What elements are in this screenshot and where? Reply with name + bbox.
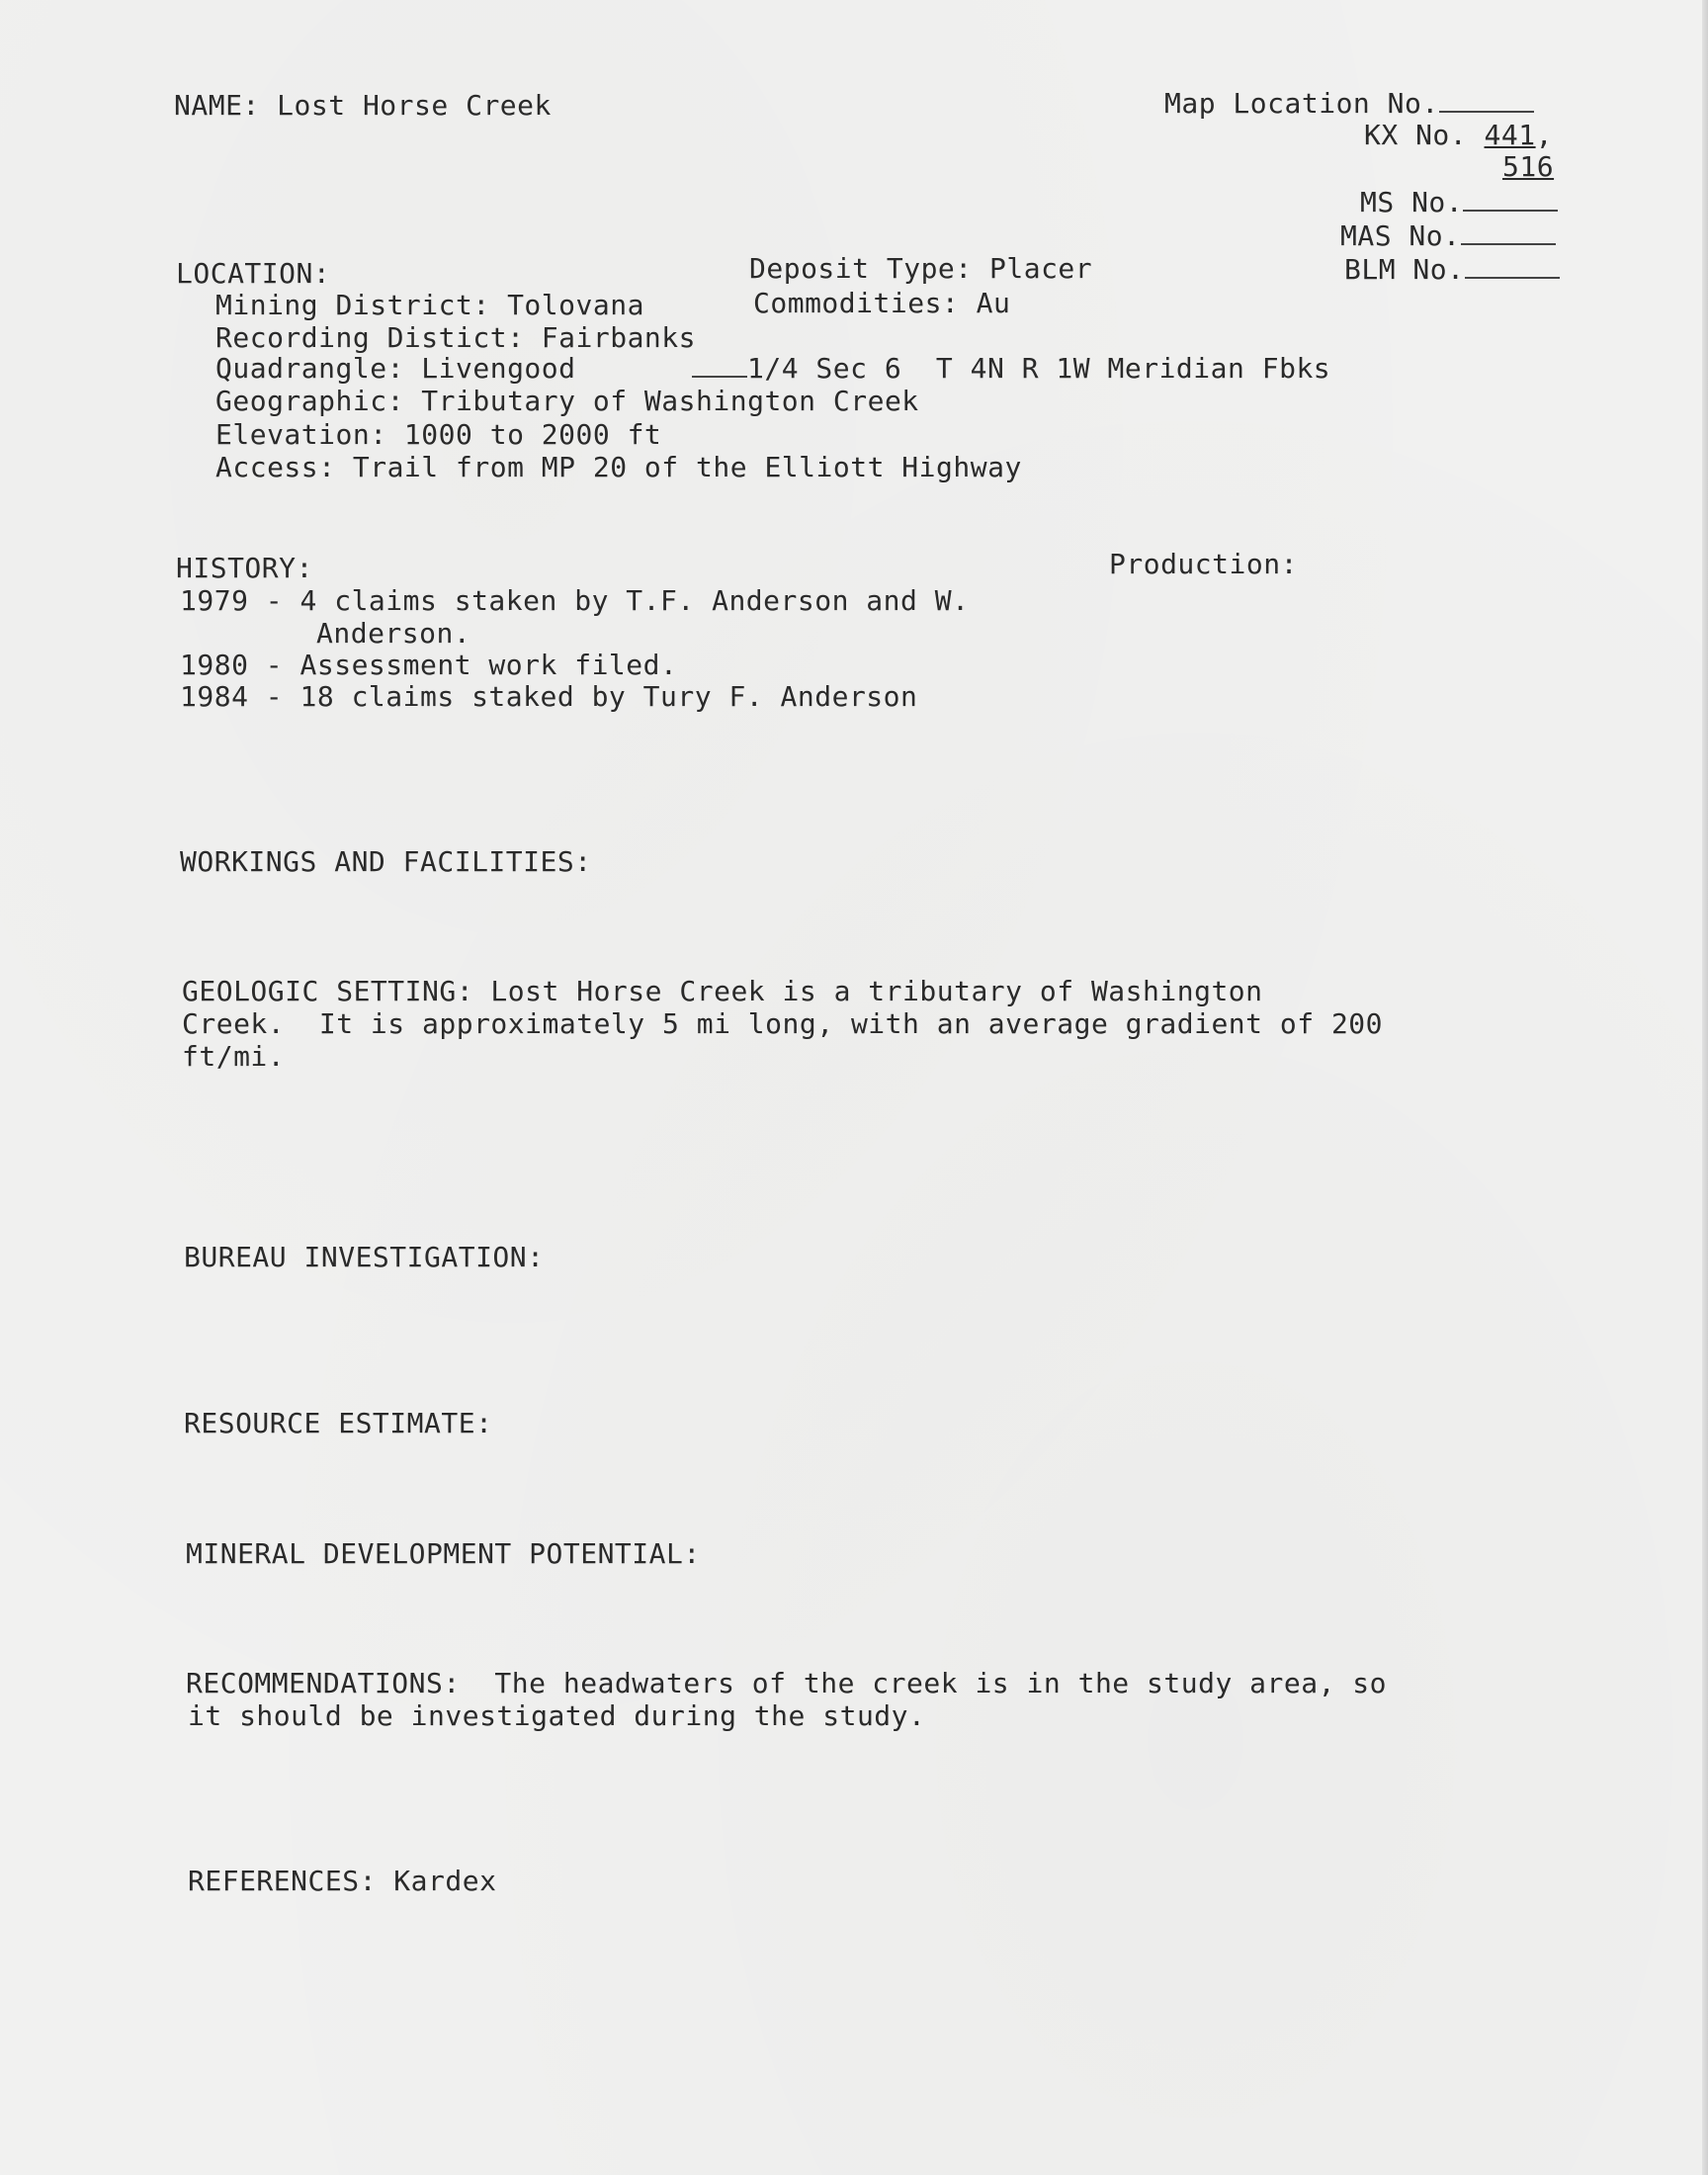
- name-value: Lost Horse Creek: [277, 89, 552, 122]
- kx-label: KX No.: [1364, 119, 1468, 151]
- map-location-blank: [1439, 85, 1534, 113]
- section-line: [692, 352, 1330, 386]
- mineral-heading: MINERAL DEVELOPMENT POTENTIAL:: [186, 1537, 701, 1570]
- kx-field: [1364, 119, 1553, 152]
- bureau-heading: BUREAU INVESTIGATION:: [184, 1241, 545, 1273]
- ms-label: MS No.: [1360, 186, 1464, 218]
- map-location-label: Map Location No.: [1164, 87, 1439, 120]
- blm-blank: [1465, 251, 1560, 279]
- recommendations-line-1: RECOMMENDATIONS: The headwaters of the creek is in the study area, so: [186, 1667, 1388, 1699]
- commodities: Commodities: Au: [753, 287, 1011, 319]
- production-label: Production:: [1109, 548, 1298, 580]
- resource-heading: RESOURCE ESTIMATE:: [184, 1407, 493, 1439]
- mining-district: Mining District: Tolovana: [215, 289, 644, 321]
- blm-field: [1344, 251, 1560, 287]
- workings-heading: WORKINGS AND FACILITIES:: [180, 845, 592, 878]
- geologic-line-2: Creek. It is approximately 5 mi long, with an average gradient of 200: [182, 1007, 1384, 1040]
- access: Access: Trail from MP 20 of the Elliott Highway: [215, 451, 1022, 483]
- history-line-1984: 1984 - 18 claims staked by Tury F. Anderson: [180, 680, 918, 713]
- history-line-1979-cont: Anderson.: [316, 617, 471, 650]
- ms-field: [1360, 184, 1558, 219]
- ms-blank: [1463, 184, 1558, 212]
- history-line-1979: 1979 - 4 claims staken by T.F. Anderson and W.: [180, 584, 970, 617]
- history-heading: HISTORY:: [176, 552, 313, 584]
- kx-value-2: 516: [1502, 150, 1555, 183]
- history-line-1980: 1980 - Assessment work filed.: [180, 649, 678, 681]
- kx-value-1: 441: [1484, 119, 1536, 151]
- references: REFERENCES: Kardex: [188, 1865, 497, 1897]
- page-edge: [1702, 0, 1708, 2175]
- kx-comma: ,: [1535, 119, 1553, 151]
- elevation: Elevation: 1000 to 2000 ft: [215, 418, 662, 451]
- name-label: NAME:: [174, 89, 260, 122]
- quadrangle: Quadrangle: Livengood: [215, 352, 576, 385]
- geographic: Geographic: Tributary of Washington Creek: [215, 385, 919, 417]
- recommendations-line-2: it should be investigated during the study.: [188, 1699, 926, 1732]
- section-value: 1/4 Sec 6 T 4N R 1W Meridian Fbks: [747, 352, 1331, 385]
- recording-district: Recording Distict: Fairbanks: [215, 321, 697, 354]
- location-heading: LOCATION:: [176, 257, 331, 290]
- map-location-field: [1164, 85, 1534, 121]
- geologic-line-1: GEOLOGIC SETTING: Lost Horse Creek is a tributary of Washington: [182, 975, 1263, 1007]
- mas-label: MAS No.: [1340, 219, 1461, 252]
- mas-blank: [1461, 218, 1556, 245]
- mas-field: [1340, 218, 1556, 253]
- quarter-blank: [692, 352, 747, 378]
- deposit-type: Deposit Type: Placer: [749, 252, 1093, 285]
- name-line: [174, 89, 552, 123]
- blm-label: BLM No.: [1344, 253, 1465, 286]
- geologic-line-3: ft/mi.: [182, 1040, 286, 1073]
